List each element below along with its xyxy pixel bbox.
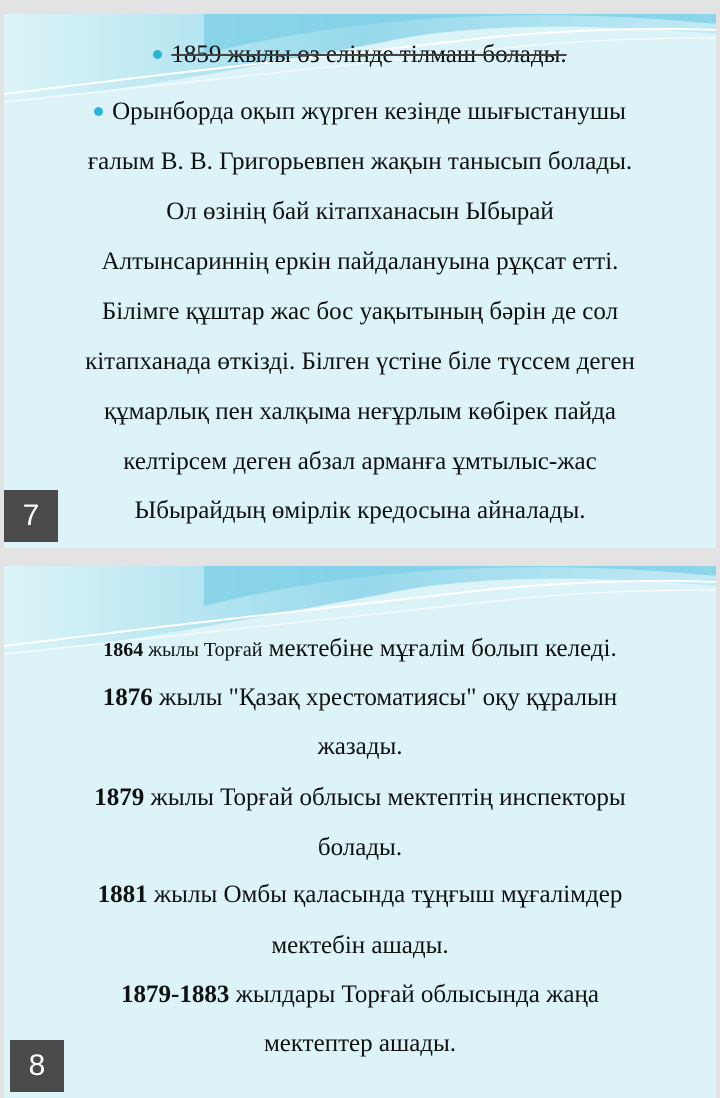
timeline-entry: 1864 жылы Торғай мектебіне мұғалім болып келеді. xyxy=(103,635,617,662)
slide-number: 8 xyxy=(10,1040,64,1092)
timeline-entry-continued: жазады. xyxy=(317,733,403,760)
paragraph-line: Ол өзінің бай кітапханасын Ыбырай xyxy=(166,198,554,225)
timeline-entry-continued: мектептер ашады. xyxy=(263,1030,457,1057)
timeline-entry-continued: мектебін ашады. xyxy=(271,932,449,959)
bullet-line: 1859 жылы өз елінде тілмаш болады. xyxy=(4,40,716,70)
paragraph-line: кітапханада өткізді. Білген үстіне біле түссем деген xyxy=(85,348,635,375)
bullet-dot-icon xyxy=(153,50,162,59)
slide-number: 7 xyxy=(4,490,58,542)
paragraph-line: Алтынсариннің еркін пайдалануына рұқсат етті. xyxy=(101,248,619,275)
timeline-entry-continued: болады. xyxy=(317,834,403,861)
timeline-entry: 1876 жылы "Қазақ хрестоматиясы" оқу құралын xyxy=(102,684,618,711)
paragraph-line: Ыбырайдың өмірлік кредосына айналады. xyxy=(134,497,586,524)
paragraph-line: келтірсем деген абзал арманға ұмтылыс-жас xyxy=(123,448,597,475)
slide-7 xyxy=(4,14,716,548)
paragraph-line: құмарлық пен халқыма неғұрлым көбірек пайда xyxy=(104,398,616,425)
timeline-entry: 1879 жылы Торғай облысы мектептің инспекторы xyxy=(94,784,626,811)
bullet-line: Орынборда оқып жүрген кезінде шығыстанушы xyxy=(4,97,716,127)
timeline-entry: 1879-1883 жылдары Торғай облысында жаңа xyxy=(121,981,599,1008)
bullet-dot-icon xyxy=(94,107,103,116)
paragraph-line: ғалым В. В. Григорьевпен жақын танысып болады. xyxy=(87,148,633,175)
timeline-entry: 1881 жылы Омбы қаласында тұңғыш мұғалімдер xyxy=(97,881,623,908)
slide-8 xyxy=(4,566,716,1098)
slide-header-swoosh xyxy=(4,566,716,686)
paragraph-line: Білімге құштар жас бос уақытының бәрін де сол xyxy=(101,298,619,325)
